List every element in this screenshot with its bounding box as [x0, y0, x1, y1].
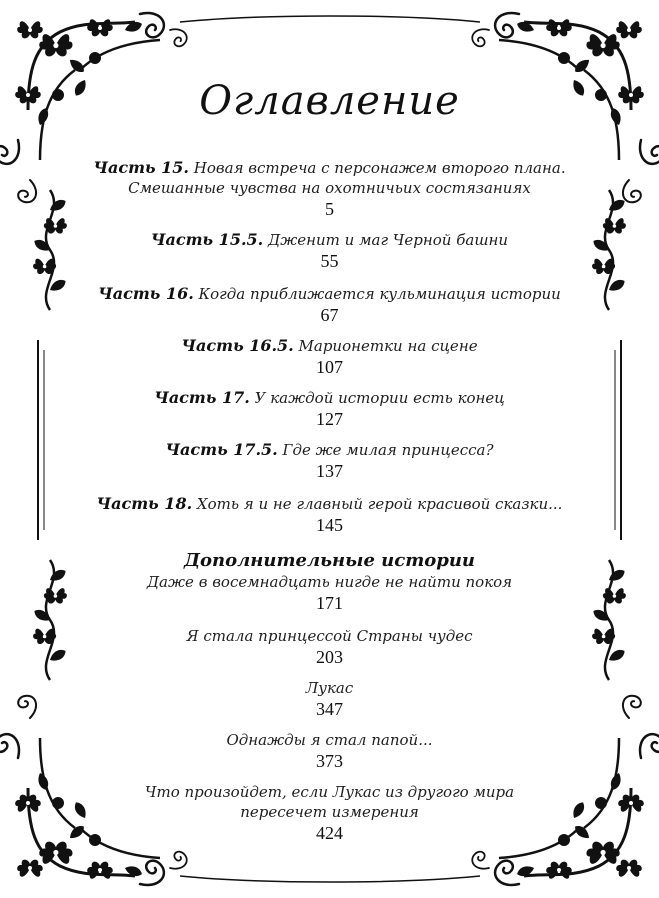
chapter-title: Где же милая принцесса?	[282, 441, 494, 459]
toc-entry-part-16	[70, 284, 589, 326]
part-label: Часть 15.5.	[150, 230, 264, 249]
toc-entry-part-15	[70, 158, 589, 220]
section-heading: Дополнительные истории	[183, 550, 476, 571]
part-label: Часть 16.	[98, 284, 194, 303]
chapter-title: Дженит и маг Черной башни	[268, 231, 509, 249]
toc-entry-extra-5	[70, 782, 589, 844]
page-number: 5	[325, 199, 334, 219]
page-number: 107	[316, 357, 343, 377]
toc-entry-part-18	[70, 494, 589, 536]
page-title: Оглавление	[199, 78, 460, 124]
page-number: 67	[320, 305, 339, 325]
page-number: 203	[316, 647, 343, 667]
toc-entry-part-16-5	[70, 336, 589, 378]
toc-entry-extra-2	[70, 626, 589, 668]
story-title: Даже в восемнадцать нигде не найти покоя	[146, 573, 513, 591]
story-title: Я стала принцессой Страны чудес	[186, 627, 473, 645]
chapter-title: Марионетки на сцене	[298, 337, 478, 355]
part-label: Часть 15.	[93, 158, 189, 177]
toc-entry-part-15-5	[70, 230, 589, 272]
page-number: 55	[320, 251, 339, 271]
part-label: Часть 18.	[96, 494, 193, 513]
story-title: Однажды я стал папой...	[226, 731, 433, 749]
toc-entry-part-17-5	[70, 440, 589, 482]
toc-entry-extra-3	[70, 678, 589, 720]
story-title: Что произойдет, если Лукас из другого мира	[144, 783, 515, 801]
page-number: 127	[316, 409, 343, 429]
story-title: Лукас	[305, 679, 354, 697]
extra-stories-section	[70, 550, 589, 614]
part-label: Часть 17.	[154, 388, 250, 407]
chapter-title: Хоть я и не главный герой красивой сказки...	[196, 495, 563, 513]
page-number: 373	[316, 751, 343, 771]
story-title-cont: пересечет измерения	[240, 803, 419, 821]
part-label: Часть 16.5.	[181, 336, 294, 355]
page-number: 347	[316, 699, 343, 719]
chapter-title-cont: Смешанные чувства на охотничьих состязаниях	[128, 179, 531, 197]
toc-entry-extra-4	[70, 730, 589, 772]
toc-entry-part-17	[70, 388, 589, 430]
chapter-title: Когда приближается кульминация истории	[198, 285, 561, 303]
page-number: 424	[316, 823, 343, 843]
page-number: 145	[316, 515, 343, 535]
page-number: 137	[316, 461, 343, 481]
chapter-title: Новая встреча с персонажем второго плана.	[193, 159, 566, 177]
page-number: 171	[316, 593, 343, 613]
part-label: Часть 17.5.	[165, 440, 278, 459]
chapter-title: У каждой истории есть конец	[254, 389, 505, 407]
